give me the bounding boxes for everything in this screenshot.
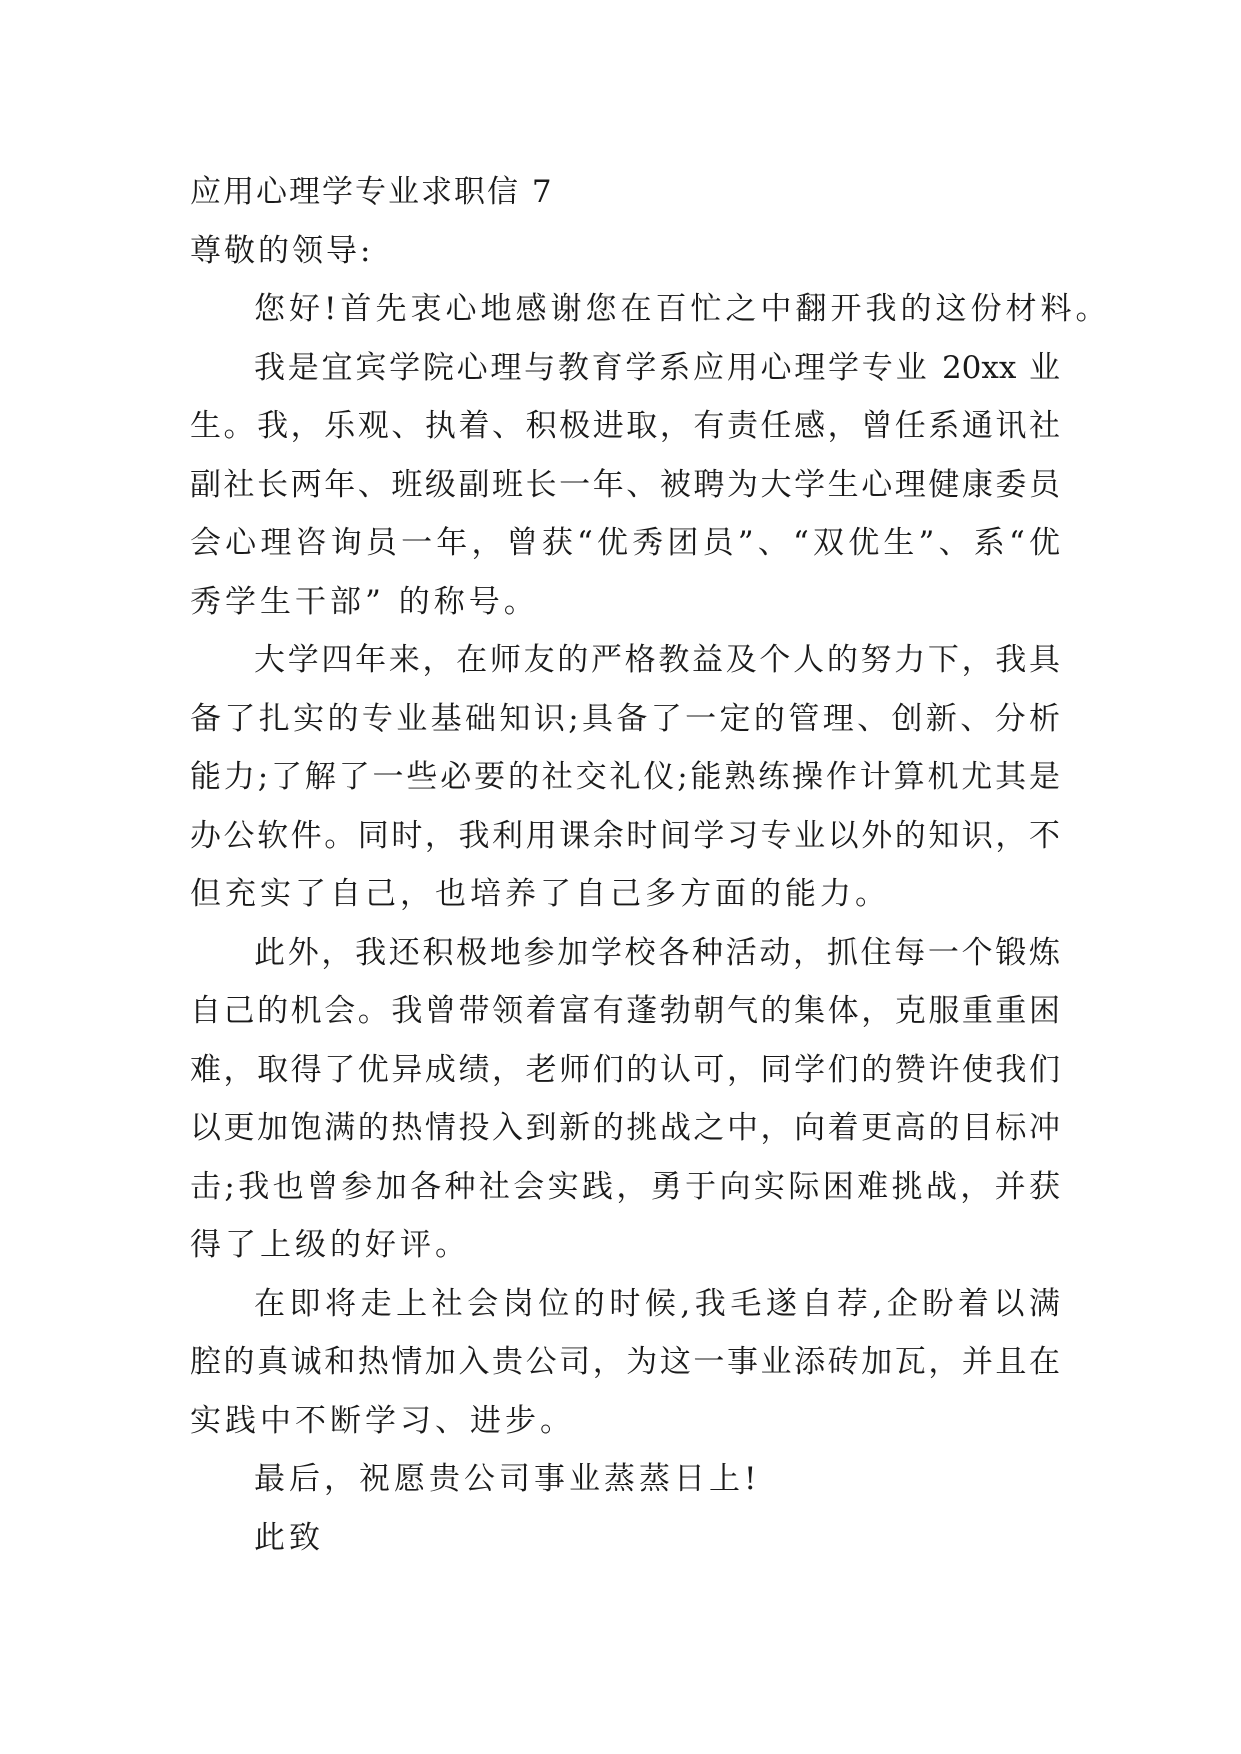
paragraph-line: 秀学生干部” 的称号。	[190, 583, 539, 620]
paragraph-self-recommendation	[190, 1275, 1060, 1451]
paragraph-line: 但充实了自己，也培养了自己多方面的能力。	[190, 876, 890, 912]
paragraph-line: 得了上级的好评。	[190, 1227, 470, 1263]
paragraph-line: 腔的真诚和热情加入贵公司，为这一事业添砖加瓦，并且在	[190, 1344, 1060, 1380]
paragraph-line: 最后，祝愿贵公司事业蒸蒸日上!	[254, 1461, 761, 1497]
paragraph-line: 会心理咨询员一年，曾获“优秀团员”、“双优生”、系“优	[190, 525, 1060, 561]
paragraph-line: 大学四年来，在师友的严格教益及个人的努力下，我具	[254, 642, 1060, 678]
paragraph-line: 实践中不断学习、进步。	[190, 1402, 575, 1439]
paragraph-line: 此外，我还积极地参加学校各种活动，抓住每一个锻炼	[254, 934, 1060, 971]
paragraph-line: 副社长两年、班级副班长一年、被聘为大学生心理健康委员	[190, 466, 1060, 503]
paragraph-line: 击;我也曾参加各种社会实践，勇于向实际困难挑战，并获	[190, 1168, 1060, 1205]
paragraph-line: 备了扎实的专业基础知识;具备了一定的管理、创新、分析	[190, 700, 1060, 737]
paragraph-line: 您好!首先衷心地感谢您在百忙之中翻开我的这份材料。	[254, 291, 1111, 327]
salutation: 尊敬的领导:	[190, 232, 374, 269]
paragraph-activities	[190, 924, 1060, 1275]
paragraph-line: 难，取得了优异成绩，老师们的认可，同学们的赞许使我们	[190, 1051, 1060, 1088]
letter-body	[190, 163, 1111, 1567]
paragraph-education	[190, 631, 1060, 924]
paragraph-closing	[190, 1509, 1060, 1568]
paragraph-closing-wish	[190, 1450, 1060, 1509]
paragraph-line: 办公软件。同时，我利用课余时间学习专业以外的知识，不	[190, 817, 1060, 854]
document-title: 应用心理学专业求职信 7	[190, 174, 554, 210]
paragraph-line: 以更加饱满的热情投入到新的挑战之中，向着更高的目标冲	[190, 1110, 1060, 1146]
paragraph-line: 自己的机会。我曾带领着富有蓬勃朝气的集体，克服重重困	[190, 993, 1060, 1029]
paragraph-line: 能力;了解了一些必要的社交礼仪;能熟练操作计算机尤其是	[190, 759, 1060, 795]
paragraph-line: 此致	[254, 1519, 324, 1556]
paragraph-line: 我是宜宾学院心理与教育学系应用心理学专业 20xx 业	[254, 349, 1060, 386]
paragraph-introduction	[190, 339, 1060, 632]
paragraph-line: 生。我，乐观、执着、积极进取，有责任感，曾任系通讯社	[190, 408, 1060, 444]
paragraph-line: 在即将走上社会岗位的时候,我毛遂自荐,企盼着以满	[254, 1285, 1060, 1322]
paragraph-greeting	[190, 280, 1111, 339]
